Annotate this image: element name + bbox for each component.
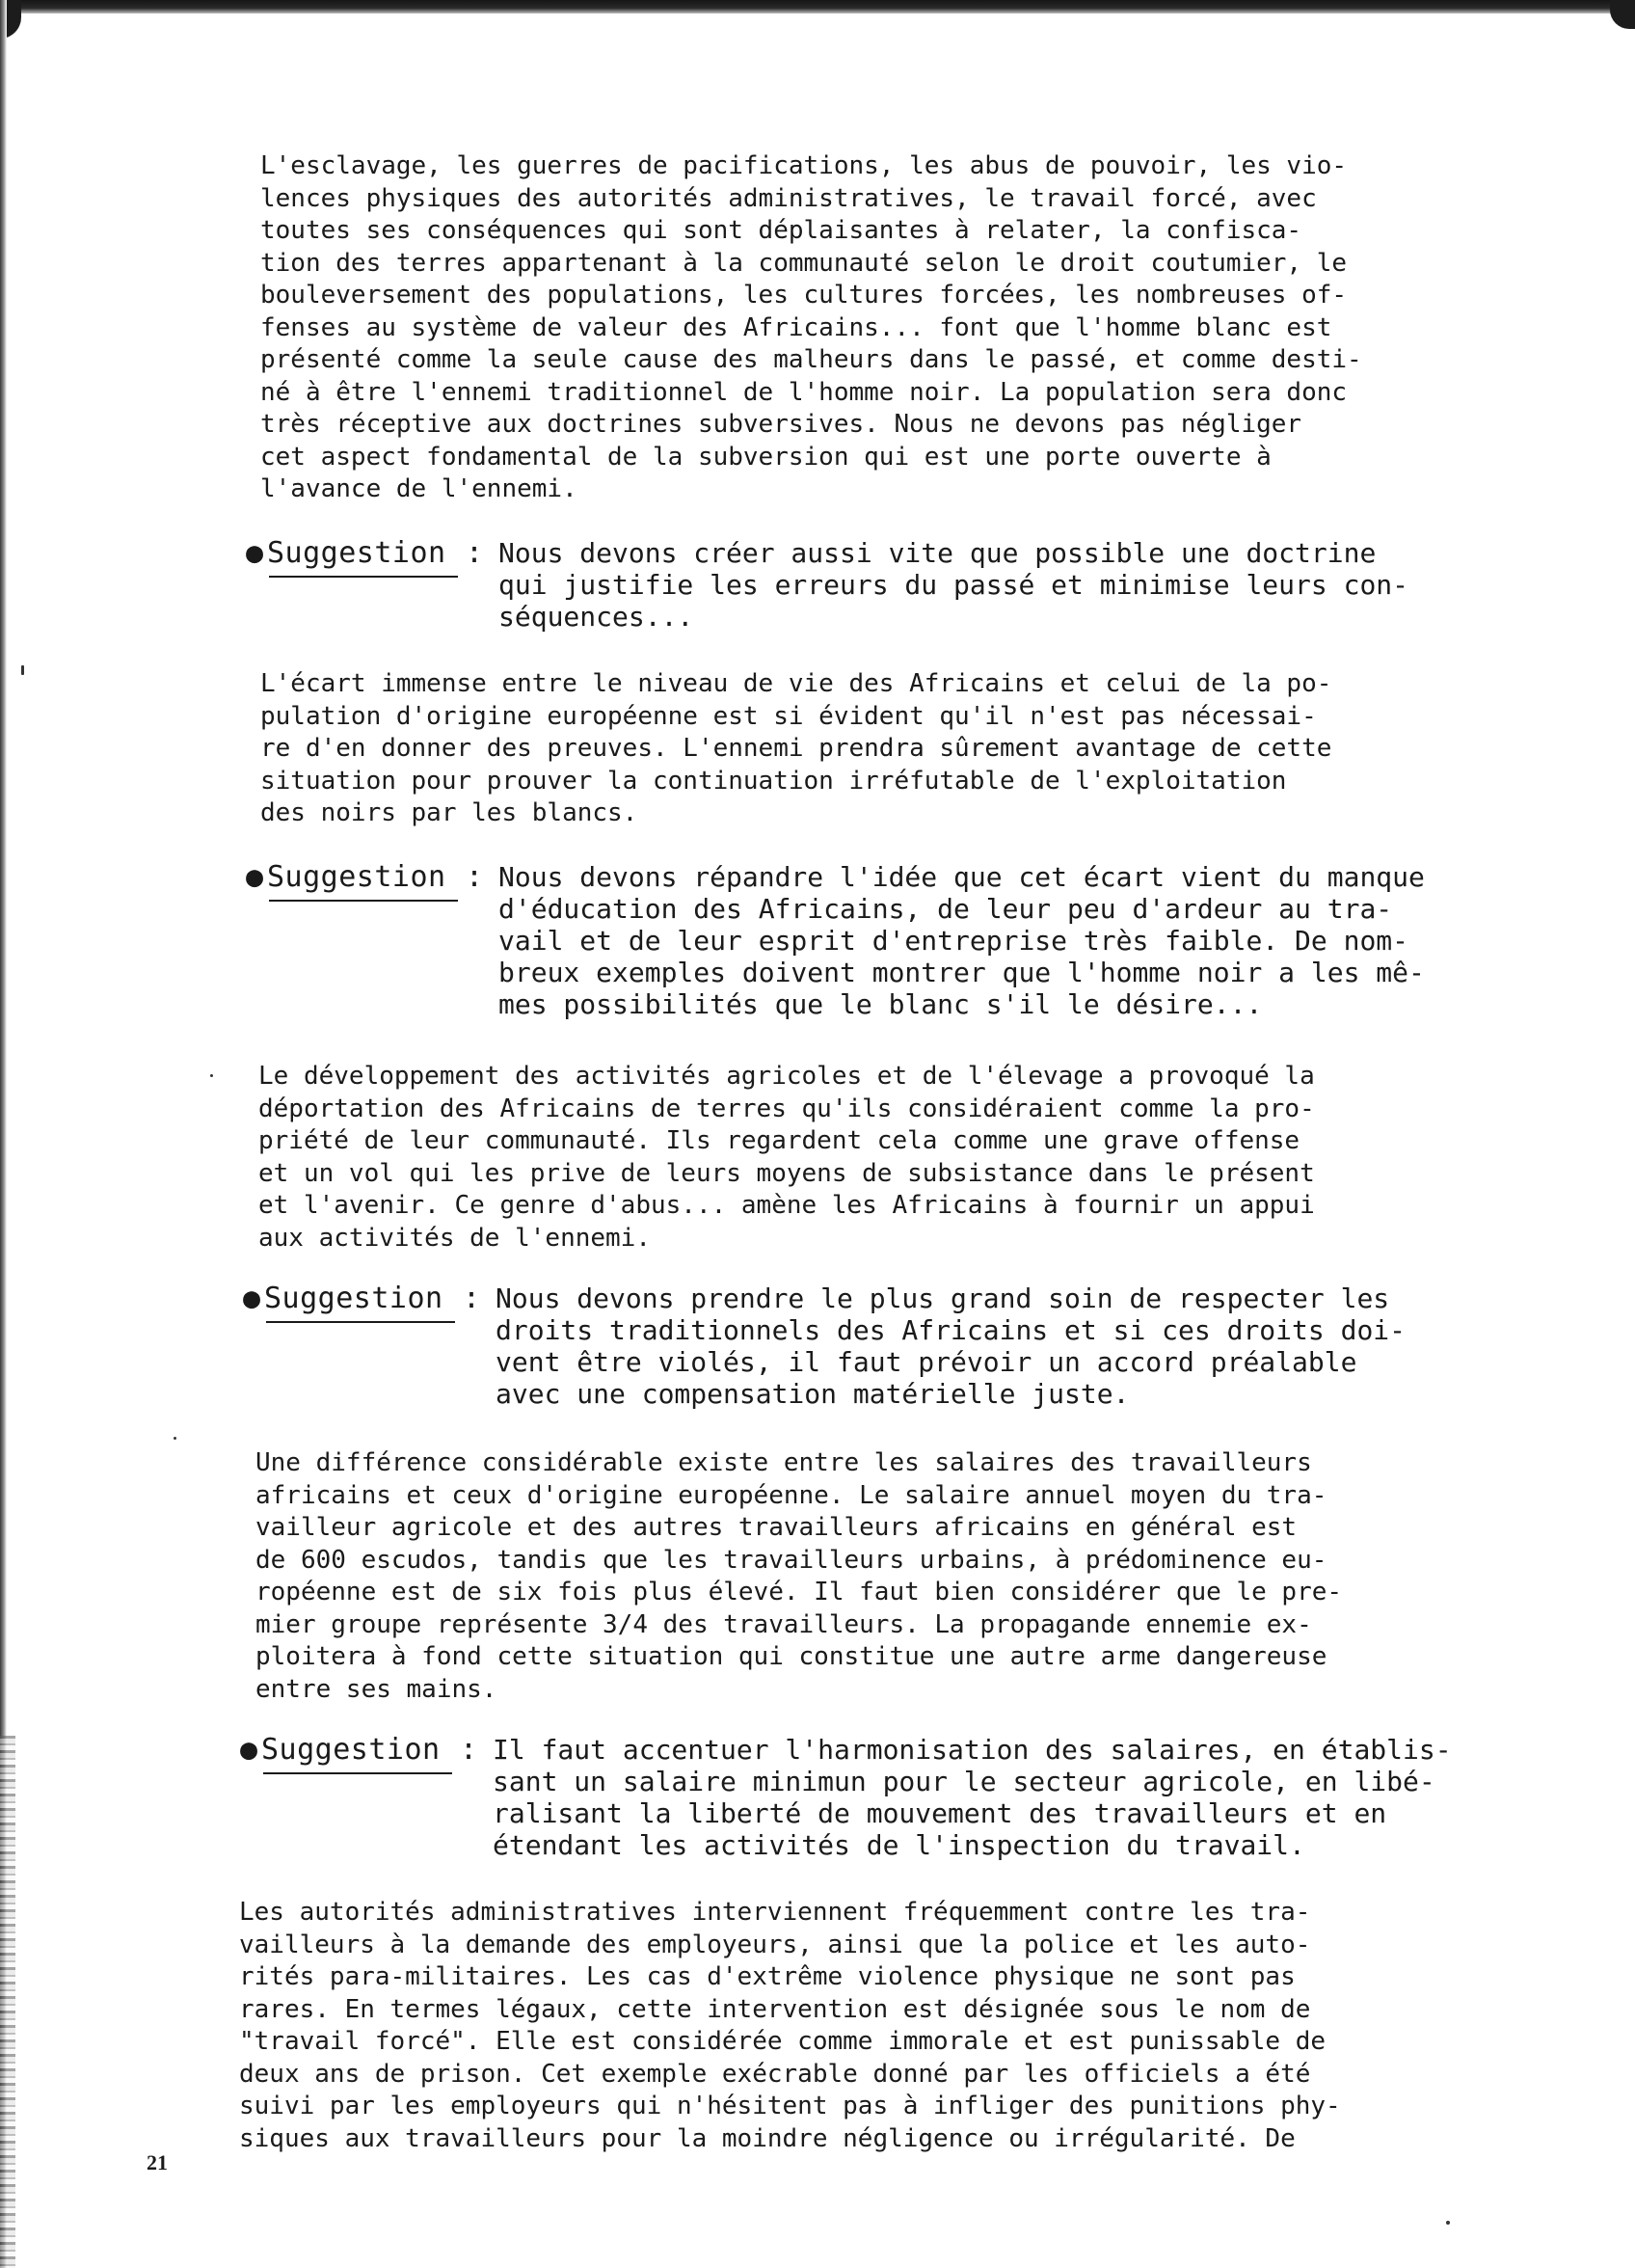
suggestion-label: Suggestion — [264, 1282, 443, 1315]
suggestion-text: Il faut accentuer l'harmonisation des salaires, en établis- sant un salaire minimun pour le secteur agricole, en libé- ralisant la liberté de mouvement des travailleurs et en étendant les activités de l'inspection du travail. — [493, 1734, 1452, 1861]
suggestion-underline — [266, 1321, 455, 1323]
paragraph: Le développement des activités agricoles et de l'élevage a provoqué la déportation des Africains de terres qu'ils considéraient comme la pro- priété de leur communauté. Ils regardent cela comme une grave offense et un vol qui les prive de leurs moyens de subsistance dans le présent et l'avenir. Ce genre d'abus... amène les Africains à fournir un appui aux activités de l'ennemi. — [258, 1062, 1315, 1253]
suggestion-text: Nous devons prendre le plus grand soin de respecter les droits traditionnels des Africains et si ces droits doi- vent être violés, il faut prévoir un accord préalable avec une compensation matérielle juste. — [496, 1282, 1407, 1410]
scan-speck — [21, 665, 24, 675]
suggestion-block — [246, 860, 1538, 1020]
bullet-icon: ● — [240, 1733, 258, 1767]
page-number: 21 — [147, 2150, 168, 2174]
suggestion-colon: : — [466, 536, 484, 570]
suggestion-block — [243, 1282, 1535, 1408]
paragraph: Les autorités administratives interviennent fréquemment contre les tra- vailleurs à la demande des employeurs, ainsi que la police et les auto- rités para-militaires. Les cas d'extrême violence physique ne sont pas rares. En termes légaux, cette intervention est désignée sous le nom de "travail forcé". Elle est considérée comme immorale et est punissable de deux ans de prison. Cet exemple exécrable donné par les officiels a été suivi par les employeurs qui n'hésitent pas à infliger des punitions phy- siques aux travailleurs pour la moindre négligence ou irrégularité. De — [239, 1898, 1341, 2153]
bullet-icon: ● — [243, 1282, 261, 1315]
scan-corner-right — [1610, 0, 1635, 29]
suggestion-label: Suggestion — [267, 536, 446, 570]
suggestion-underline — [263, 1772, 452, 1774]
suggestion-colon: : — [460, 1733, 478, 1767]
scan-speck — [210, 1074, 213, 1077]
paragraph: L'esclavage, les guerres de pacifications, les abus de pouvoir, les vio- lences physiques des autorités administratives, le travail forcé, avec toutes ses conséquences qui sont déplaisantes à relater, la confisca- tion des terres appartenant à la communauté selon le droit coutumier, le bouleversement des populations, les cultures forcées, les nombreuses of- fenses au système de valeur des Africains... font que l'homme blanc est présenté comme la seule cause des malheurs dans le passé, et comme desti- né à être l'ennemi traditionnel de l'homme noir. La population sera donc très réceptive aux doctrines subversives. Nous ne devons pas négliger cet aspect fondamental de la subversion qui est une porte ouverte à l'avance de l'ennemi. — [260, 151, 1362, 503]
suggestion-underline — [269, 900, 458, 902]
suggestion-text: Nous devons créer aussi vite que possible une doctrine qui justifie les erreurs du passé et minimise leurs con- séquences... — [498, 537, 1409, 633]
scan-speck — [174, 1437, 176, 1440]
suggestion-label: Suggestion — [261, 1733, 441, 1767]
suggestion-block — [240, 1734, 1532, 1859]
scan-speck — [1446, 2221, 1450, 2225]
paragraph: L'écart immense entre le niveau de vie des Africains et celui de la po- pulation d'origine européenne est si évident qu'il n'est pas nécessai- re d'en donner des preuves. L'ennemi prendra sûrement avantage de cette situation pour prouver la continuation irréfutable de l'exploitation des noirs par les blancs. — [260, 669, 1332, 827]
suggestion-colon: : — [463, 1282, 481, 1315]
bullet-icon: ● — [246, 860, 264, 894]
suggestion-colon: : — [466, 860, 484, 894]
paragraph: Une différence considérable existe entre les salaires des travailleurs africains et ceux d'origine européenne. Le salaire annuel moyen du tra- vailleur agricole et des autres travailleurs africains en général est de 600 escudos, tandis que les travailleurs urbains, à prédominence eu- ropéenne est de six fois plus élevé. Il faut bien considérer que le pre- mier groupe représente 3/4 des travailleurs. La propagande ennemie ex- ploitera à fond cette situation qui constitue une autre arme dangereuse entre ses mains. — [255, 1448, 1343, 1704]
suggestion-text: Nous devons répandre l'idée que cet écart vient du manque d'éducation des Africains, de leur peu d'ardeur au tra- vail et de leur esprit d'entreprise très faible. De nom- breux exemples doivent montrer que l'homme noir a les mê- mes possibilités que le blanc s'il le désire... — [498, 861, 1425, 1020]
scan-left-shadow — [0, 1736, 15, 2268]
suggestion-underline — [269, 576, 458, 578]
suggestion-block — [246, 537, 1538, 662]
suggestion-label: Suggestion — [267, 860, 446, 894]
bullet-icon: ● — [246, 536, 264, 570]
scan-top-edge — [0, 0, 1635, 14]
